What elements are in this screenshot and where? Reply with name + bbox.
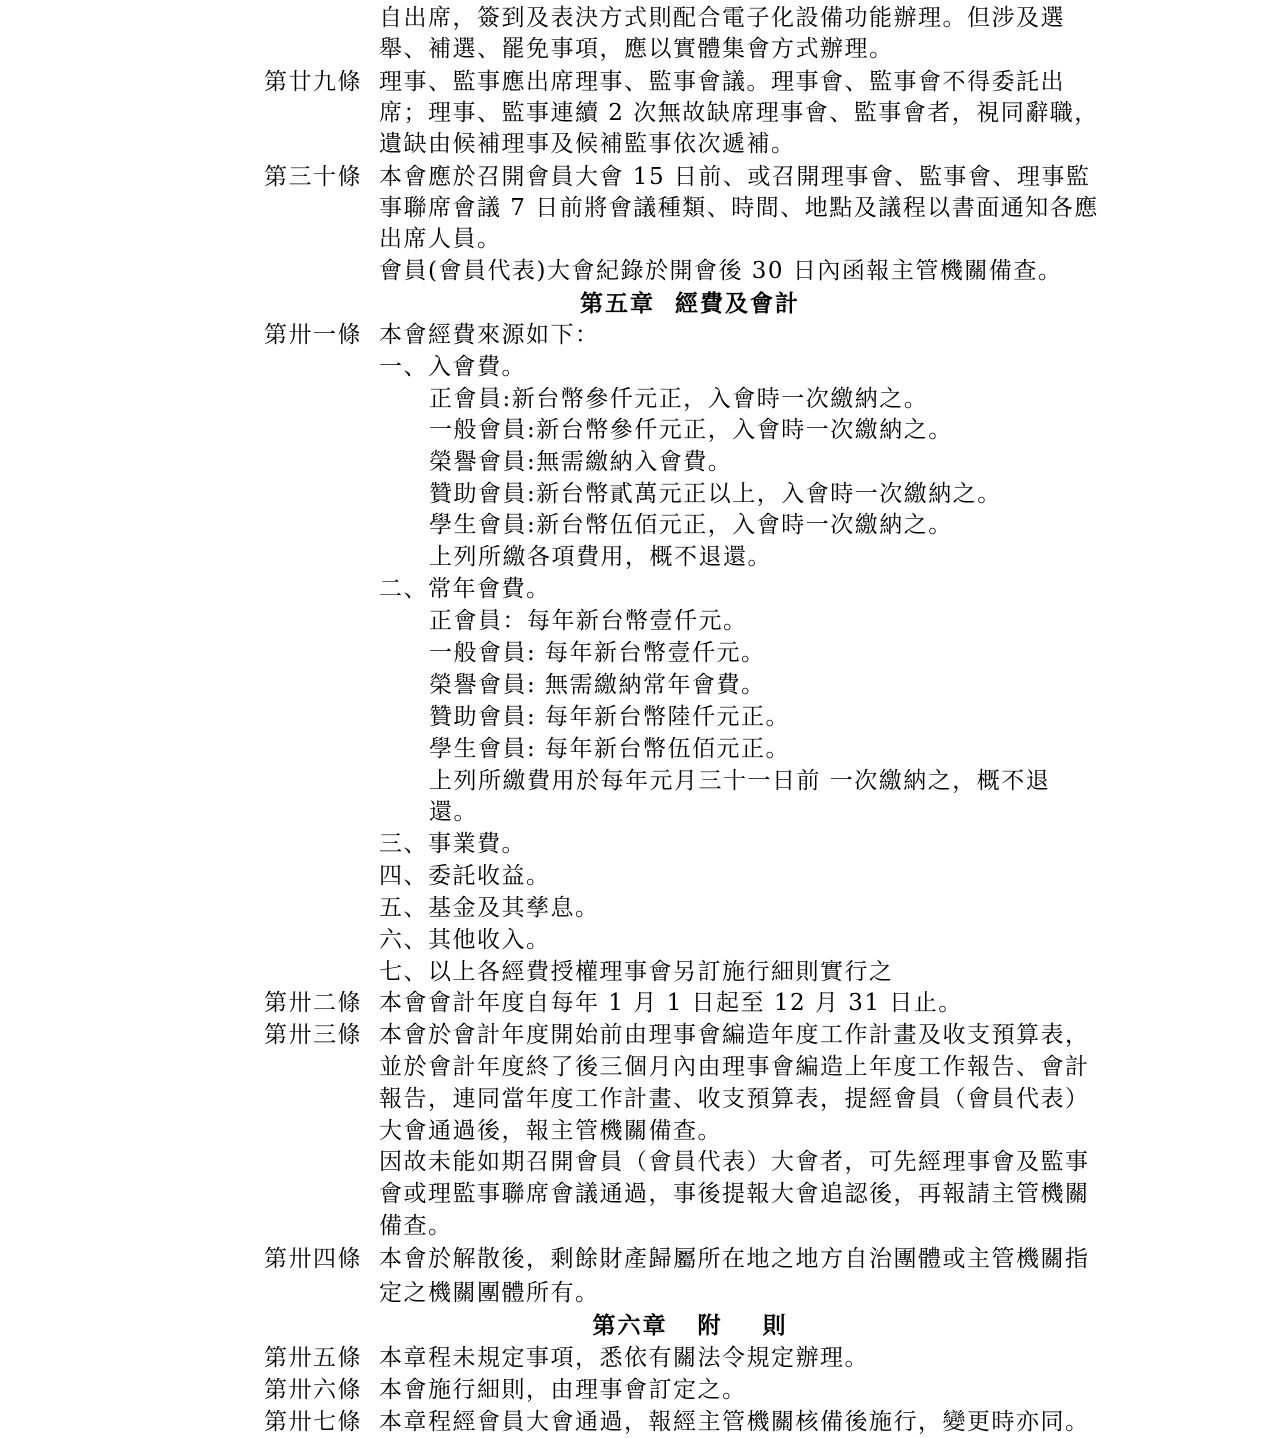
list-item: 一、入會費。 bbox=[379, 354, 526, 380]
article-35-text: 本章程未規定事項，悉依有關法令規定辦理。 bbox=[379, 1345, 869, 1371]
article-33-text: 因故未能如期召開會員（會員代表）大會者，可先經理事會及監事 bbox=[379, 1149, 1090, 1175]
article-33-text: 報告，連同當年度工作計畫、收支預算表，提經會員（會員代表） bbox=[379, 1086, 1090, 1112]
sub-item: 一般會員: 每年新台幣壹仟元。 bbox=[429, 640, 766, 666]
chapter-heading: 第六章 附 則 bbox=[592, 1312, 788, 1339]
sub-item: 贊助會員:新台幣貳萬元正以上，入會時一次繳納之。 bbox=[429, 481, 1002, 507]
article-30-text: 會員(會員代表)大會紀錄於開會後 30 日內函報主管機關備查。 bbox=[379, 258, 1063, 284]
article-label-37: 第卅七條 bbox=[264, 1409, 362, 1435]
article-label-36: 第卅六條 bbox=[264, 1377, 362, 1403]
list-item: 三、事業費。 bbox=[379, 831, 526, 857]
article-37-text: 本章程經會員大會通過，報經主管機關核備後施行，變更時亦同。 bbox=[379, 1409, 1090, 1435]
sub-item: 正會員:新台幣參仟元正，入會時一次繳納之。 bbox=[429, 386, 929, 412]
sub-item: 還。 bbox=[429, 799, 478, 825]
list-item: 七、以上各經費授權理事會另訂施行細則實行之 bbox=[379, 959, 894, 985]
sub-item: 一般會員:新台幣參仟元正，入會時一次繳納之。 bbox=[429, 417, 953, 443]
sub-item: 學生會員: 每年新台幣伍佰元正。 bbox=[429, 736, 791, 762]
list-item: 二、常年會費。 bbox=[379, 576, 551, 602]
sub-item: 榮譽會員:無需繳納入會費。 bbox=[429, 449, 733, 475]
article-label-29: 第廿九條 bbox=[264, 69, 362, 95]
article-36-text: 本會施行細則，由理事會訂定之。 bbox=[379, 1377, 747, 1403]
article-33-text: 備查。 bbox=[379, 1213, 453, 1239]
text-line: 舉、補選、罷免事項，應以實體集會方式辦理。 bbox=[379, 36, 894, 62]
sub-item: 榮譽會員: 無需繳納常年會費。 bbox=[429, 672, 766, 698]
article-33-text: 本會於會計年度開始前由理事會編造年度工作計畫及收支預算表， bbox=[379, 1022, 1090, 1048]
list-item: 四、委託收益。 bbox=[379, 863, 551, 889]
article-label-32: 第卅二條 bbox=[264, 990, 362, 1016]
sub-item: 學生會員:新台幣伍佰元正，入會時一次繳納之。 bbox=[429, 512, 953, 538]
article-30-text: 本會應於召開會員大會 15 日前、或召開理事會、監事會、理事監 bbox=[379, 164, 1091, 190]
article-34-text: 定之機關團體所有。 bbox=[379, 1280, 600, 1306]
article-33-text: 大會通過後，報主管機關備查。 bbox=[379, 1118, 722, 1144]
sub-item: 上列所繳各項費用，概不退還。 bbox=[429, 544, 772, 570]
article-34-text: 本會於解散後，剩餘財產歸屬所在地之地方自治團體或主管機關指 bbox=[379, 1246, 1090, 1272]
sub-item: 正會員：每年新台幣壹仟元。 bbox=[429, 608, 748, 634]
article-label-34: 第卅四條 bbox=[264, 1246, 362, 1272]
article-31-intro: 本會經費來源如下： bbox=[379, 322, 600, 348]
article-label-31: 第卅一條 bbox=[264, 322, 362, 348]
sub-item: 贊助會員: 每年新台幣陸仟元正。 bbox=[429, 704, 791, 730]
list-item: 六、其他收入。 bbox=[379, 927, 551, 953]
article-32-text: 本會會計年度自每年 1 月 1 日起至 12 月 31 日止。 bbox=[379, 990, 963, 1016]
list-item: 五、基金及其孳息。 bbox=[379, 895, 600, 921]
article-29-text: 遺缺由候補理事及候補監事依次遞補。 bbox=[379, 131, 796, 157]
article-label-35: 第卅五條 bbox=[264, 1345, 362, 1371]
article-33-text: 並於會計年度終了後三個月內由理事會編造上年度工作報告、會計 bbox=[379, 1054, 1090, 1080]
article-29-text: 理事、監事應出席理事、監事會議。理事會、監事會不得委託出 bbox=[379, 69, 1065, 95]
article-label-30: 第三十條 bbox=[264, 164, 362, 190]
article-33-text: 會或理監事聯席會議通過，事後提報大會追認後，再報請主管機關 bbox=[379, 1181, 1090, 1207]
article-29-text: 席；理事、監事連續 2 次無故缺席理事會、監事會者，視同辭職， bbox=[379, 100, 1099, 126]
sub-item: 上列所繳費用於每年元月三十一日前 一次繳納之，概不退 bbox=[429, 768, 1051, 794]
text-line: 自出席，簽到及表決方式則配合電子化設備功能辦理。但涉及選 bbox=[379, 5, 1065, 31]
article-30-text: 出席人員。 bbox=[379, 226, 502, 252]
chapter-heading: 第五章 經費及會計 bbox=[579, 290, 800, 317]
article-30-text: 事聯席會議 7 日前將會議種類、時間、地點及議程以書面通知各應 bbox=[379, 195, 1099, 221]
article-label-33: 第卅三條 bbox=[264, 1022, 362, 1048]
